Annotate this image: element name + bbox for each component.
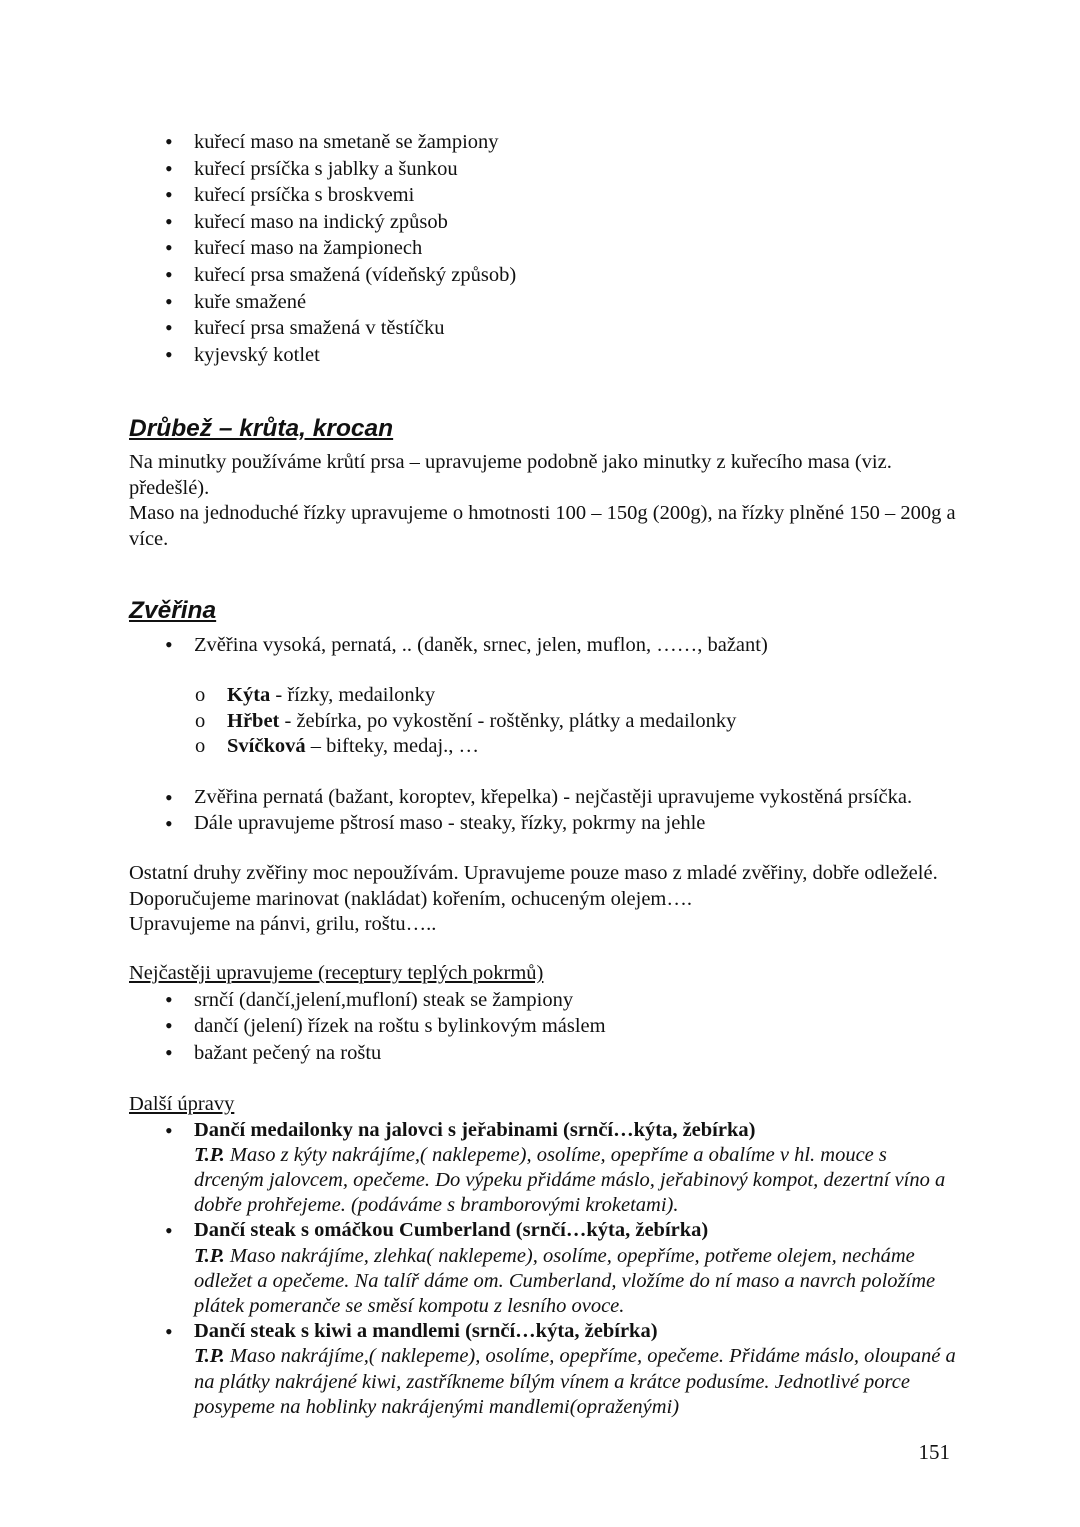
cut-name: Kýta xyxy=(227,684,271,706)
chicken-list xyxy=(129,129,959,368)
chicken-list-block xyxy=(129,129,959,368)
list-item: • Dále upravujeme pštrosí maso - steaky, řízky, pokrmy na jehle xyxy=(129,811,959,837)
list-item: • bažant pečený na roštu xyxy=(129,1040,959,1067)
cut-name: Hřbet xyxy=(227,709,280,732)
list-item: • Zvěřina vysoká, pernatá, .. (daněk, srnec, jelen, muflon, ……, bažant) xyxy=(129,632,959,659)
cut-text: - řízky, medailonky xyxy=(270,684,436,706)
turkey-paragraph-2: Maso na jednoduché řízky upravujeme o hmotnosti 100 – 150g (200g), na řízky plněné 150 – 200g a více. xyxy=(129,502,956,550)
dish-tp-label: T.P. xyxy=(194,1244,225,1267)
game-cuts-block xyxy=(129,683,959,760)
dish-list xyxy=(129,1118,959,1420)
list-item: • kuřecí prsíčka s broskvemi xyxy=(129,182,959,209)
game-bullets-2-block xyxy=(129,785,959,836)
common-block xyxy=(129,961,959,1066)
dish-title: Dančí steak s omáčkou Cumberland (srnčí…kýta, žebírka) xyxy=(194,1219,709,1242)
list-item: • kuřecí prsa smažená (vídeňský způsob) xyxy=(129,262,959,289)
dish-item xyxy=(129,1319,959,1420)
dish-text: Maso nakrájíme, zlehka( naklepeme), osolíme, opepříme, potřeme olejem, necháme odležet a opečeme. Na talíř dáme om. Cumberland, vložíme do ní maso a navrch položíme plátek pomeranče se směsí kompotu z lesního ovoce. xyxy=(194,1244,936,1317)
list-item: • kuřecí maso na žampionech xyxy=(129,235,959,262)
dish-item xyxy=(129,1118,959,1219)
game-heading: Zvěřina xyxy=(129,597,217,624)
game-list-1 xyxy=(129,632,959,659)
cut-item xyxy=(129,734,959,760)
dish-title: Dančí steak s kiwi a mandlemi (srnčí…kýta, žebírka) xyxy=(194,1320,658,1343)
common-list xyxy=(129,987,959,1067)
list-item: • Zvěřina pernatá (bažant, koroptev, křepelka) - nejčastěji upravujeme vykostěná prsíčka. xyxy=(129,785,959,811)
dish-item xyxy=(129,1218,959,1319)
cut-item xyxy=(129,683,959,709)
game-cuts-list xyxy=(129,683,959,760)
cut-item xyxy=(129,709,959,735)
list-item: • kyjevský kotlet xyxy=(129,342,959,369)
game-text xyxy=(129,861,959,938)
dish-text: Maso z kýty nakrájíme,( naklepeme), osolíme, opepříme a obalíme v hl. mouce s drceným jalovcem, opečeme. Do výpeku přidáme máslo, jeřabinový kompot, dezertní víno a dobře prohřejeme. (podáváme s bramborovými kroketami). xyxy=(194,1143,946,1217)
list-item: • kuřecí prsa smažená v těstíčku xyxy=(129,315,959,342)
dish-description xyxy=(194,1244,959,1320)
other-heading: Další úpravy xyxy=(129,1093,235,1115)
dish-description xyxy=(194,1143,959,1219)
dish-tp-label: T.P. xyxy=(194,1345,225,1368)
dish-text: Maso nakrájíme,( naklepeme), osolíme, opepříme, opečeme. Přidáme máslo, oloupané a na plátky nakrájené kiwi, zastříkneme bílým vínem a krátce podusíme. Jednotlivé porce posypeme na hoblinky nakrájenými mandlemi(opraženými) xyxy=(194,1345,956,1418)
dish-title: Dančí medailonky na jalovci s jeřabinami (srnčí…kýta, žebírka) xyxy=(194,1118,756,1141)
list-item: • kuřecí maso na smetaně se žampiony xyxy=(129,129,959,156)
list-item: • srnčí (dančí,jelení,mufloní) steak se žampiony xyxy=(129,987,959,1014)
list-item: • kuře smažené xyxy=(129,289,959,316)
dish-tp-label: T.P. xyxy=(194,1143,225,1166)
game-paragraph: Ostatní druhy zvěřiny moc nepoužívám. Upravujeme pouze maso z mladé zvěřiny, dobře odleželé. Doporučujeme marinovat (nakládat) kořením, ochuceným olejem…. xyxy=(129,862,938,910)
common-heading: Nejčastěji upravujeme (receptury teplých pokrmů) xyxy=(129,962,544,984)
other-block xyxy=(129,1092,959,1420)
turkey-heading: Drůbež – krůta, krocan xyxy=(129,415,394,442)
list-item: • dančí (jelení) řízek na roštu s bylinkovým máslem xyxy=(129,1013,959,1040)
page-number: 151 xyxy=(918,1440,950,1464)
cut-text: - žebírka, po vykostění - roštěnky, plátky a medailonky xyxy=(279,709,737,732)
list-item: • kuřecí maso na indický způsob xyxy=(129,209,959,236)
game-paragraph-2: Upravujeme na pánvi, grilu, roštu….. xyxy=(129,913,437,935)
game-bullet-1-block xyxy=(129,632,959,659)
turkey-paragraph-1: Na minutky používáme krůtí prsa – upravujeme podobně jako minutky z kuřecího masa (viz. předešlé). xyxy=(129,451,892,499)
dish-description xyxy=(194,1344,959,1420)
list-item: • kuřecí prsíčka s jablky a šunkou xyxy=(129,156,959,183)
cut-text: – bifteky, medaj., … xyxy=(305,735,480,757)
cut-name: Svíčková xyxy=(227,735,306,757)
turkey-text xyxy=(129,450,959,552)
game-list-2 xyxy=(129,785,959,836)
